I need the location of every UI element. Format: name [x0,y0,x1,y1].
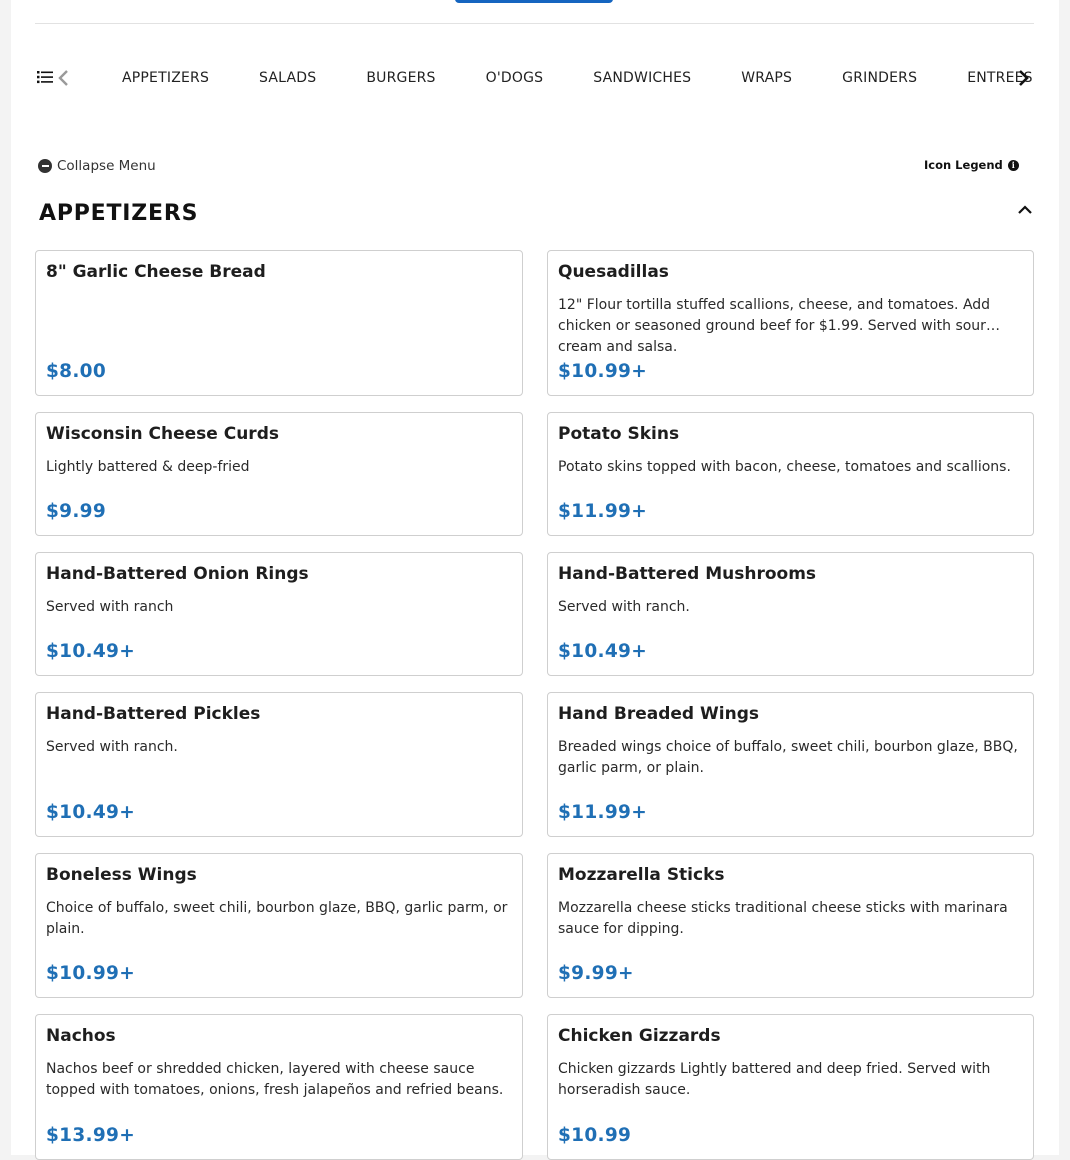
menu-item-card[interactable] [35,412,523,536]
collapse-menu-label: Collapse Menu [57,158,156,174]
menu-item-description: Nachos beef or shredded chicken, layered with cheese sauce topped with tomatoes, onions, fresh jalapeños and refried beans. [46,1061,504,1098]
menu-page [11,0,1059,1155]
menu-item-name: Hand-Battered Pickles [46,704,261,724]
menu-item-card[interactable] [35,552,523,676]
menu-item-description: Chicken gizzards Lightly battered and deep fried. Served with horseradish sauce. [558,1061,991,1098]
collapse-menu-button[interactable] [38,157,156,175]
menu-item-price: $9.99+ [558,963,634,984]
menu-item-price: $10.99+ [46,963,135,984]
info-icon: i [1008,160,1019,171]
menu-item-description: Served with ranch [46,599,174,615]
category-tab[interactable]: GRINDERS [842,70,918,86]
divider [35,23,1034,24]
category-tab[interactable]: ENTREES [967,70,1033,86]
menu-item-name: Boneless Wings [46,865,197,885]
category-tab[interactable]: SANDWICHES [593,70,692,86]
menu-item-description: Potato skins topped with bacon, cheese, tomatoes and scallions. [558,459,1011,475]
menu-item-price: $8.00 [46,361,107,382]
menu-item-description: Served with ranch. [46,739,178,755]
menu-item-name: Wisconsin Cheese Curds [46,424,279,444]
menu-item-price: $10.49+ [46,641,135,662]
top-action-button[interactable] [455,0,613,3]
chevron-up-icon[interactable] [1016,201,1034,217]
minus-circle-icon [38,159,52,173]
menu-item-name: Hand Breaded Wings [558,704,759,724]
menu-item-card[interactable] [547,1014,1034,1160]
category-tab[interactable]: O'DOGS [485,70,544,86]
category-tab[interactable]: APPETIZERS [122,70,210,86]
menu-item-name: Potato Skins [558,424,680,444]
menu-item-description: Choice of buffalo, sweet chili, bourbon glaze, BBQ, garlic parm, or plain. [46,900,508,937]
menu-item-description: 12" Flour tortilla stuffed scallions, cheese, and tomatoes. Add chicken or seasoned ground beef for $1.99. Served with sour cream and salsa. [558,297,991,355]
menu-item-description: Breaded wings choice of buffalo, sweet chili, bourbon glaze, BBQ, garlic parm, or plain. [558,739,1018,776]
menu-item-card[interactable] [35,250,523,396]
menu-item-price: $10.99 [558,1125,632,1146]
menu-item-name: Hand-Battered Onion Rings [46,564,309,584]
menu-item-price: $11.99+ [558,802,647,823]
chevron-right-icon[interactable] [1015,68,1033,88]
menu-item-name: Chicken Gizzards [558,1026,721,1046]
menu-item-name: Nachos [46,1026,116,1046]
menu-item-price: $13.99+ [46,1125,135,1146]
menu-item-description: Served with ranch. [558,599,690,615]
list-icon[interactable] [37,69,53,85]
menu-item-price: $10.49+ [46,802,135,823]
menu-item-name: Quesadillas [558,262,669,282]
icon-legend-label: Icon Legend [924,158,1003,172]
menu-item-card[interactable] [35,853,523,998]
menu-item-card[interactable] [35,1014,523,1160]
menu-item-card[interactable] [547,552,1034,676]
category-tab[interactable]: SALADS [259,70,317,86]
menu-item-card[interactable] [547,412,1034,536]
category-tab[interactable]: WRAPS [741,70,793,86]
icon-legend-button[interactable] [924,157,1019,173]
menu-item-price: $9.99 [46,501,107,522]
menu-item-card[interactable] [35,692,523,837]
category-tab[interactable]: BURGERS [366,70,436,86]
chevron-left-icon[interactable] [57,69,71,87]
menu-item-price: $10.99+ [558,361,647,382]
menu-item-name: 8" Garlic Cheese Bread [46,262,266,282]
menu-item-description: Lightly battered & deep-fried [46,459,250,475]
category-nav [35,60,1034,96]
menu-item-name: Hand-Battered Mushrooms [558,564,817,584]
menu-item-card[interactable] [547,853,1034,998]
menu-item-price: $11.99+ [558,501,647,522]
menu-item-card[interactable] [547,250,1034,396]
menu-item-card[interactable] [547,692,1034,837]
menu-item-description: Mozzarella cheese sticks traditional cheese sticks with marinara sauce for dipping. [558,900,1008,937]
category-scroller [97,60,1033,96]
menu-item-name: Mozzarella Sticks [558,865,725,885]
section-title: APPETIZERS [39,201,199,226]
menu-item-price: $10.49+ [558,641,647,662]
